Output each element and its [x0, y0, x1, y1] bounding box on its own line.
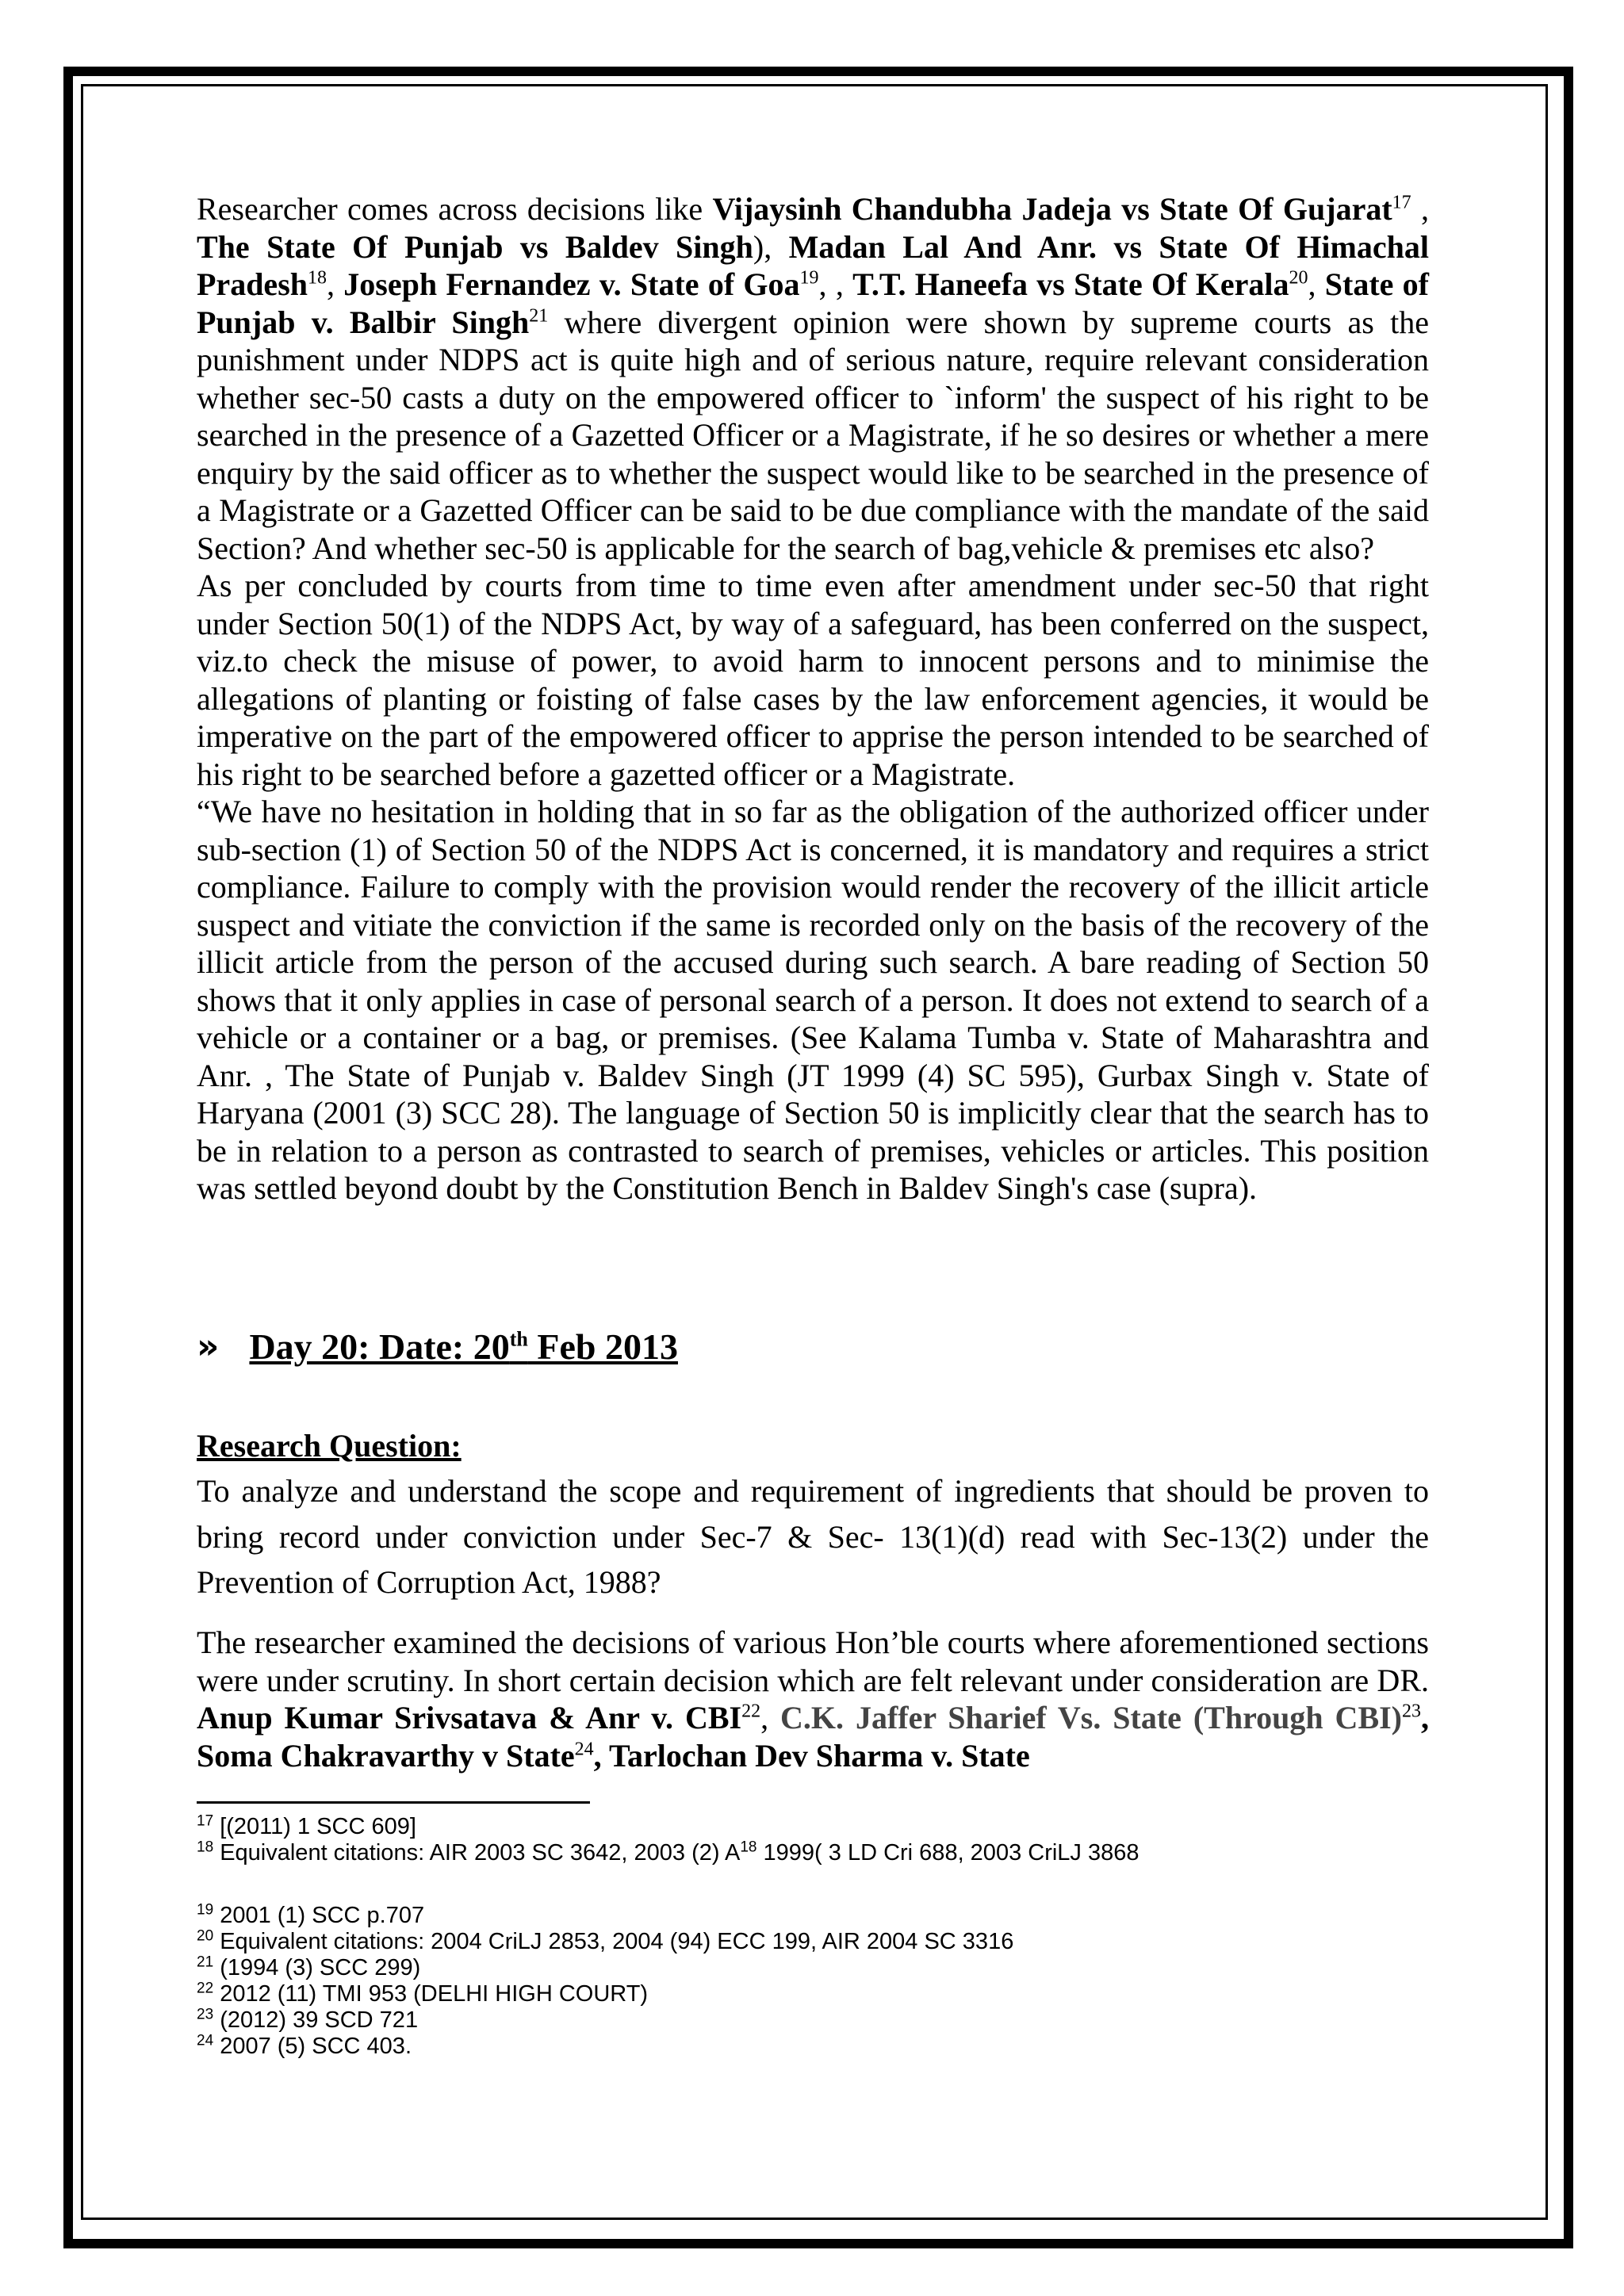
footnote-ref[interactable]: 18 — [308, 267, 327, 289]
text-run: , , — [818, 266, 853, 302]
footnote-number: 19 — [197, 1901, 214, 1919]
footnote-text: 2012 (11) TMI 953 (DELHI HIGH COURT) — [213, 1981, 649, 2007]
heading-post: Feb 2013 — [527, 1326, 678, 1367]
footnote — [197, 1929, 1429, 1955]
text-run: , — [760, 1700, 781, 1735]
footnote-text: [(2011) 1 SCC 609] — [213, 1814, 416, 1839]
footnote-gap — [197, 1866, 1429, 1903]
case-name: T.T. Haneefa vs State Of Kerala — [852, 266, 1289, 302]
footnote-ref[interactable]: 23 — [1402, 1701, 1422, 1722]
case-name: Tarlochan Dev Sharma v. State — [608, 1737, 1030, 1774]
case-name: C.K. Jaffer Sharief Vs. State (Through CBI) — [780, 1700, 1403, 1735]
main-content — [197, 190, 1429, 1207]
footnote — [197, 1903, 1429, 1929]
text-run: , — [1421, 1700, 1430, 1735]
footnote-separator — [197, 1801, 590, 1804]
text-run: where divergent opinion were shown by supreme courts as the punishment under NDPS act is quite high and of serious nature, require relevant consideration whether sec-50 casts a duty on the empowered officer to `inform' the suspect of his right to be searched in the presence of a Gazetted Officer or a Magistrate, if he so desires or whether a mere enquiry by the said officer as to whether the suspect would like to be searched in the presence of a Magistrate or a Gazetted Officer can be said to be due compliance with the mandate of the said Section? And whether sec-50 is applicable for the search of bag,vehicle & premises etc also? — [197, 304, 1430, 566]
heading-pre: Day 20: Date: 20 — [249, 1326, 510, 1367]
footnote — [197, 1955, 1429, 1981]
case-name: Soma Chakravarthy v State — [197, 1737, 575, 1774]
paragraph-researcher-examined — [197, 1624, 1429, 1774]
day-heading — [197, 1326, 678, 1368]
footnote-text: 1999( 3 LD Cri 688, 2003 CriLJ 3868 — [756, 1840, 1139, 1866]
footnote-text: Equivalent citations: 2004 CriLJ 2853, 2004 (94) ECC 199, AIR 2004 SC 3316 — [213, 1929, 1014, 1954]
footnote-number: 23 — [197, 2006, 214, 2023]
footnote — [197, 2007, 1429, 2034]
heading-sup: th — [509, 1327, 528, 1351]
footnote — [197, 1814, 1429, 1840]
case-name: Madan Lal And Anr. vs State Of Himachal Pradesh — [197, 228, 1429, 302]
double-chevron-icon: » — [197, 1326, 220, 1367]
footnote-text: 2007 (5) SCC 403. — [213, 2034, 412, 2059]
day-heading-text — [249, 1326, 678, 1368]
footnote-inner-number: 18 — [740, 1839, 757, 1856]
footnote-text: 2001 (1) SCC p.707 — [213, 1903, 425, 1928]
footnote-number: 22 — [197, 1980, 214, 1997]
text-run: The researcher examined the decisions of various Hon’ble courts where aforementioned sections were under scrutiny. In short certain decision which are felt relevant under consideration are DR. — [197, 1624, 1429, 1698]
footnote-text: (1994 (3) SCC 299) — [213, 1955, 421, 1980]
footnote-number: 17 — [197, 1812, 214, 1830]
research-question-text: To analyze and understand the scope and requirement of ingredients that should be proven to bring record under conviction under Sec-7 & Sec- 13(1)(d) read with Sec-13(2) under the Prevention of Corruption Act, 1988? — [197, 1473, 1429, 1600]
text-run: Researcher comes across decisions like — [197, 191, 713, 227]
footnote-text: Equivalent citations: AIR 2003 SC 3642, 2003 (2) A — [213, 1840, 741, 1866]
footnote — [197, 1981, 1429, 2007]
paragraph-decisions — [197, 190, 1429, 567]
text-run: , — [1411, 191, 1430, 227]
text-run: , — [327, 266, 344, 302]
footnote-number: 21 — [197, 1954, 214, 1971]
footnote — [197, 1840, 1429, 1866]
paragraph-concluded: As per concluded by courts from time to time even after amendment under sec-50 that right under Section 50(1) of the NDPS Act, by way of a safeguard, has been conferred on the suspect, viz.to check the misuse of power, to avoid harm to innocent persons and to minimise the allegations of planting or foisting of false cases by the law enforcement agencies, it would be imperative on the part of the empowered officer to apprise the person intended to be searched of his right to be searched before a gazetted officer or a Magistrate. — [197, 568, 1429, 792]
footnote-ref[interactable]: 19 — [799, 267, 819, 289]
text-run: , — [1308, 266, 1325, 302]
footnote — [197, 2034, 1429, 2060]
footnote-ref[interactable]: 21 — [529, 305, 549, 327]
footnote-ref[interactable]: 20 — [1289, 267, 1308, 289]
footnote-ref[interactable]: 24 — [574, 1739, 594, 1760]
case-name: The State Of Punjab vs Baldev Singh — [197, 228, 753, 265]
footnotes — [197, 1814, 1429, 2060]
case-name: Joseph Fernandez v. State of Goa — [343, 266, 800, 302]
case-name: State of Punjab v. Balbir Singh — [197, 266, 1430, 340]
footnote-number: 18 — [197, 1839, 214, 1856]
case-name: Vijaysinh Chandubha Jadeja vs State Of Gujarat — [712, 191, 1392, 227]
footnote-ref[interactable]: 22 — [741, 1701, 761, 1722]
footnote-ref[interactable]: 17 — [1392, 192, 1411, 213]
footnote-number: 20 — [197, 1927, 214, 1945]
case-name: Anup Kumar Srivsatava & Anr v. CBI — [197, 1700, 742, 1735]
text-run: , — [593, 1737, 609, 1774]
footnote-number: 24 — [197, 2032, 214, 2049]
text-run: ), — [753, 228, 789, 265]
footnote-text: (2012) 39 SCD 721 — [213, 2007, 419, 2033]
research-question-label: Research Question: — [197, 1428, 462, 1464]
paragraph-quote: “We have no hesitation in holding that in so far as the obligation of the authorized officer under sub-section (1) of Section 50 of the NDPS Act is concerned, it is mandatory and requires a strict compliance. Failure to comply with the provision would render the recovery of the illicit article suspect and vitiate the conviction if the same is recorded only on the basis of the recovery of the illicit article from the person of the accused during such search. A bare reading of Section 50 shows that it only applies in case of personal search of a person. It does not extend to search of a vehicle or a container or a bag, or premises. (See Kalama Tumba v. State of Maharashtra and Anr. , The State of Punjab v. Baldev Singh (JT 1999 (4) SC 595), Gurbax Singh v. State of Haryana (2001 (3) SCC 28). The language of Section 50 is implicitly clear that the search has to be in relation to a person as contrasted to search of premises, vehicles or articles. This position was settled beyond doubt by the Constitution Bench in Baldev Singh's case (supra). — [197, 794, 1429, 1206]
